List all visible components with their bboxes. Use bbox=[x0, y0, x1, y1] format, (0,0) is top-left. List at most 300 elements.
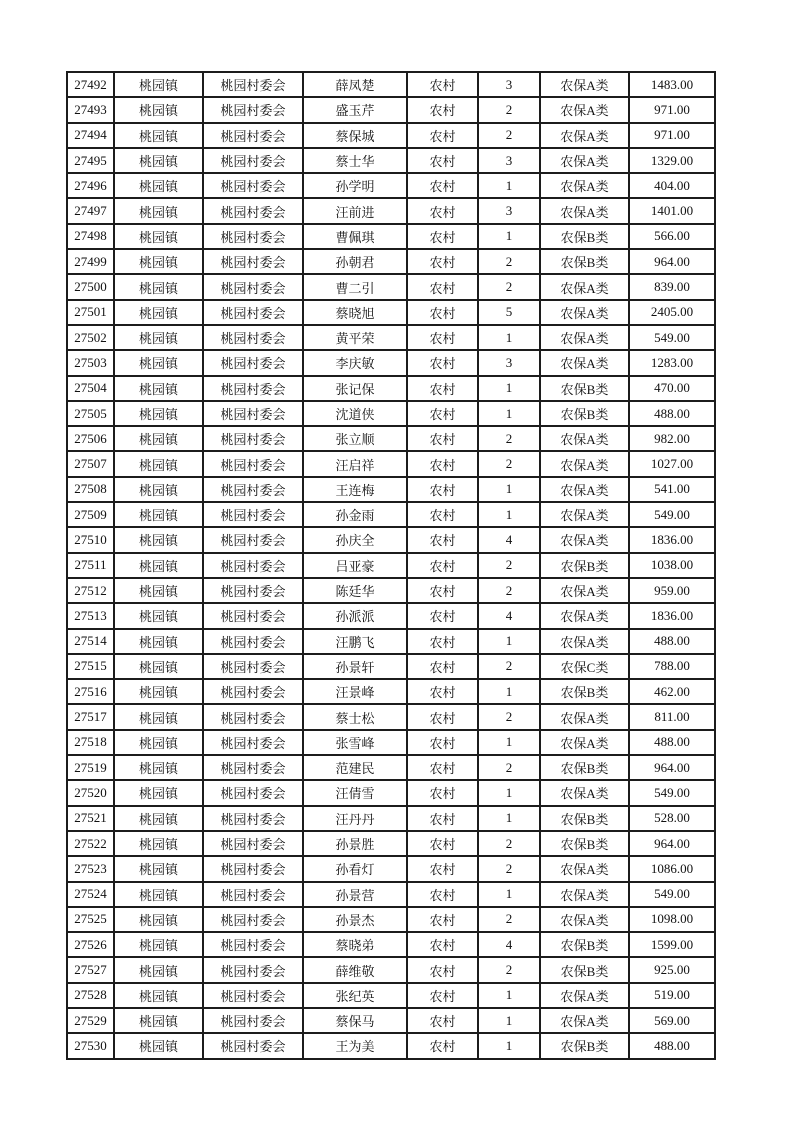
table-cell-name: 汪前进 bbox=[303, 198, 407, 223]
table-row bbox=[67, 198, 715, 223]
insurance-payment-table bbox=[66, 71, 716, 1060]
table-cell-residence: 农村 bbox=[407, 325, 478, 350]
table-cell-name: 李庆敏 bbox=[303, 350, 407, 375]
table-cell-amount: 1098.00 bbox=[629, 907, 715, 932]
table-cell-town: 桃园镇 bbox=[114, 831, 203, 856]
table-cell-residence: 农村 bbox=[407, 578, 478, 603]
table-cell-town: 桃园镇 bbox=[114, 123, 203, 148]
table-cell-residence: 农村 bbox=[407, 148, 478, 173]
table-cell-residence: 农村 bbox=[407, 1008, 478, 1033]
table-cell-town: 桃园镇 bbox=[114, 97, 203, 122]
table-row bbox=[67, 376, 715, 401]
table-cell-name: 汪倩雪 bbox=[303, 780, 407, 805]
table-cell-name: 孙景轩 bbox=[303, 654, 407, 679]
table-cell-town: 桃园镇 bbox=[114, 426, 203, 451]
table-cell-count: 1 bbox=[478, 401, 540, 426]
table-cell-category: 农保B类 bbox=[540, 755, 629, 780]
table-cell-village: 桃园村委会 bbox=[203, 527, 303, 552]
table-cell-category: 农保B类 bbox=[540, 957, 629, 982]
table-cell-amount: 971.00 bbox=[629, 123, 715, 148]
table-cell-category: 农保A类 bbox=[540, 704, 629, 729]
table-cell-name: 张纪英 bbox=[303, 983, 407, 1008]
table-cell-name: 薛凤楚 bbox=[303, 72, 407, 97]
table-cell-amount: 788.00 bbox=[629, 654, 715, 679]
table-cell-id: 27498 bbox=[67, 224, 114, 249]
table-cell-category: 农保A类 bbox=[540, 527, 629, 552]
table-cell-town: 桃园镇 bbox=[114, 882, 203, 907]
table-cell-town: 桃园镇 bbox=[114, 451, 203, 476]
table-cell-count: 4 bbox=[478, 932, 540, 957]
table-cell-category: 农保A类 bbox=[540, 907, 629, 932]
table-cell-name: 汪鹏飞 bbox=[303, 629, 407, 654]
table-cell-id: 27530 bbox=[67, 1033, 114, 1058]
table-cell-town: 桃园镇 bbox=[114, 350, 203, 375]
table-cell-town: 桃园镇 bbox=[114, 932, 203, 957]
table-cell-category: 农保B类 bbox=[540, 224, 629, 249]
table-cell-residence: 农村 bbox=[407, 350, 478, 375]
table-cell-residence: 农村 bbox=[407, 730, 478, 755]
table-cell-village: 桃园村委会 bbox=[203, 856, 303, 881]
table-cell-name: 孙朝君 bbox=[303, 249, 407, 274]
table-cell-town: 桃园镇 bbox=[114, 477, 203, 502]
table-cell-id: 27508 bbox=[67, 477, 114, 502]
table-cell-category: 农保A类 bbox=[540, 198, 629, 223]
table-row bbox=[67, 224, 715, 249]
table-row bbox=[67, 983, 715, 1008]
table-cell-name: 孙学明 bbox=[303, 173, 407, 198]
table-cell-amount: 1027.00 bbox=[629, 451, 715, 476]
table-cell-name: 盛玉芹 bbox=[303, 97, 407, 122]
table-cell-id: 27526 bbox=[67, 932, 114, 957]
table-cell-amount: 549.00 bbox=[629, 780, 715, 805]
table-cell-category: 农保A类 bbox=[540, 325, 629, 350]
table-cell-village: 桃园村委会 bbox=[203, 755, 303, 780]
table-cell-count: 2 bbox=[478, 654, 540, 679]
table-cell-village: 桃园村委会 bbox=[203, 350, 303, 375]
table-cell-town: 桃园镇 bbox=[114, 224, 203, 249]
table-cell-name: 张立顺 bbox=[303, 426, 407, 451]
table-cell-village: 桃园村委会 bbox=[203, 1008, 303, 1033]
table-cell-amount: 549.00 bbox=[629, 882, 715, 907]
table-cell-count: 2 bbox=[478, 704, 540, 729]
table-cell-name: 孙金雨 bbox=[303, 502, 407, 527]
table-cell-village: 桃园村委会 bbox=[203, 780, 303, 805]
table-cell-id: 27500 bbox=[67, 274, 114, 299]
table-cell-village: 桃园村委会 bbox=[203, 704, 303, 729]
table-cell-residence: 农村 bbox=[407, 856, 478, 881]
table-cell-amount: 541.00 bbox=[629, 477, 715, 502]
table-cell-count: 2 bbox=[478, 97, 540, 122]
table-cell-village: 桃园村委会 bbox=[203, 274, 303, 299]
table-cell-id: 27502 bbox=[67, 325, 114, 350]
table-cell-village: 桃园村委会 bbox=[203, 300, 303, 325]
table-cell-amount: 519.00 bbox=[629, 983, 715, 1008]
table-cell-residence: 农村 bbox=[407, 72, 478, 97]
table-cell-id: 27504 bbox=[67, 376, 114, 401]
table-cell-name: 吕亚豪 bbox=[303, 553, 407, 578]
table-row bbox=[67, 148, 715, 173]
table-cell-amount: 1836.00 bbox=[629, 527, 715, 552]
table-cell-category: 农保A类 bbox=[540, 426, 629, 451]
table-cell-id: 27492 bbox=[67, 72, 114, 97]
table-cell-town: 桃园镇 bbox=[114, 553, 203, 578]
table-cell-residence: 农村 bbox=[407, 300, 478, 325]
table-cell-count: 1 bbox=[478, 502, 540, 527]
table-cell-amount: 1329.00 bbox=[629, 148, 715, 173]
table-row bbox=[67, 654, 715, 679]
table-cell-amount: 1401.00 bbox=[629, 198, 715, 223]
table-cell-category: 农保A类 bbox=[540, 477, 629, 502]
table-cell-residence: 农村 bbox=[407, 477, 478, 502]
table-cell-residence: 农村 bbox=[407, 629, 478, 654]
table-cell-count: 2 bbox=[478, 907, 540, 932]
table-cell-id: 27499 bbox=[67, 249, 114, 274]
table-cell-category: 农保A类 bbox=[540, 1008, 629, 1033]
table-cell-residence: 农村 bbox=[407, 654, 478, 679]
table-cell-residence: 农村 bbox=[407, 553, 478, 578]
table-cell-amount: 488.00 bbox=[629, 730, 715, 755]
table-cell-amount: 964.00 bbox=[629, 831, 715, 856]
table-cell-amount: 470.00 bbox=[629, 376, 715, 401]
table-cell-town: 桃园镇 bbox=[114, 300, 203, 325]
table-cell-amount: 1599.00 bbox=[629, 932, 715, 957]
table-cell-residence: 农村 bbox=[407, 376, 478, 401]
table-cell-count: 3 bbox=[478, 350, 540, 375]
table-cell-village: 桃园村委会 bbox=[203, 603, 303, 628]
table-cell-id: 27519 bbox=[67, 755, 114, 780]
table-cell-id: 27503 bbox=[67, 350, 114, 375]
table-cell-amount: 1283.00 bbox=[629, 350, 715, 375]
table-cell-town: 桃园镇 bbox=[114, 654, 203, 679]
table-cell-amount: 462.00 bbox=[629, 679, 715, 704]
table-cell-town: 桃园镇 bbox=[114, 856, 203, 881]
table-cell-count: 2 bbox=[478, 957, 540, 982]
table-cell-count: 2 bbox=[478, 553, 540, 578]
table-row bbox=[67, 730, 715, 755]
table-cell-id: 27494 bbox=[67, 123, 114, 148]
table-cell-id: 27497 bbox=[67, 198, 114, 223]
table-cell-name: 蔡保城 bbox=[303, 123, 407, 148]
table-cell-name: 薛维敬 bbox=[303, 957, 407, 982]
table-cell-town: 桃园镇 bbox=[114, 502, 203, 527]
table-cell-count: 1 bbox=[478, 806, 540, 831]
table-cell-name: 孙景营 bbox=[303, 882, 407, 907]
table-cell-amount: 964.00 bbox=[629, 755, 715, 780]
table-cell-id: 27501 bbox=[67, 300, 114, 325]
table-cell-town: 桃园镇 bbox=[114, 527, 203, 552]
table-cell-residence: 农村 bbox=[407, 755, 478, 780]
table-cell-town: 桃园镇 bbox=[114, 325, 203, 350]
table-body bbox=[67, 72, 715, 1059]
table-cell-count: 5 bbox=[478, 300, 540, 325]
table-cell-count: 1 bbox=[478, 477, 540, 502]
table-cell-town: 桃园镇 bbox=[114, 780, 203, 805]
table-cell-category: 农保A类 bbox=[540, 730, 629, 755]
table-cell-id: 27495 bbox=[67, 148, 114, 173]
table-cell-amount: 1086.00 bbox=[629, 856, 715, 881]
table-cell-count: 1 bbox=[478, 325, 540, 350]
table-cell-residence: 农村 bbox=[407, 882, 478, 907]
table-cell-count: 2 bbox=[478, 451, 540, 476]
table-cell-residence: 农村 bbox=[407, 780, 478, 805]
table-row bbox=[67, 629, 715, 654]
table-row bbox=[67, 882, 715, 907]
table-cell-town: 桃园镇 bbox=[114, 907, 203, 932]
table-cell-id: 27520 bbox=[67, 780, 114, 805]
table-cell-village: 桃园村委会 bbox=[203, 376, 303, 401]
table-cell-village: 桃园村委会 bbox=[203, 72, 303, 97]
table-cell-name: 张记保 bbox=[303, 376, 407, 401]
table-cell-town: 桃园镇 bbox=[114, 274, 203, 299]
table-cell-town: 桃园镇 bbox=[114, 629, 203, 654]
table-cell-id: 27523 bbox=[67, 856, 114, 881]
table-cell-id: 27509 bbox=[67, 502, 114, 527]
table-cell-name: 曹佩琪 bbox=[303, 224, 407, 249]
table-cell-id: 27529 bbox=[67, 1008, 114, 1033]
table-cell-count: 3 bbox=[478, 148, 540, 173]
table-cell-village: 桃园村委会 bbox=[203, 401, 303, 426]
table-cell-id: 27496 bbox=[67, 173, 114, 198]
table-cell-name: 孙派派 bbox=[303, 603, 407, 628]
table-cell-count: 2 bbox=[478, 426, 540, 451]
table-cell-count: 1 bbox=[478, 983, 540, 1008]
table-cell-town: 桃园镇 bbox=[114, 401, 203, 426]
table-cell-residence: 农村 bbox=[407, 932, 478, 957]
table-cell-count: 4 bbox=[478, 603, 540, 628]
table-cell-residence: 农村 bbox=[407, 274, 478, 299]
table-cell-village: 桃园村委会 bbox=[203, 654, 303, 679]
table-cell-residence: 农村 bbox=[407, 451, 478, 476]
table-cell-name: 王为美 bbox=[303, 1033, 407, 1058]
table-row bbox=[67, 831, 715, 856]
table-cell-id: 27510 bbox=[67, 527, 114, 552]
table-cell-count: 1 bbox=[478, 629, 540, 654]
table-cell-category: 农保B类 bbox=[540, 831, 629, 856]
table-cell-category: 农保B类 bbox=[540, 1033, 629, 1058]
table-row bbox=[67, 325, 715, 350]
table-cell-category: 农保A类 bbox=[540, 148, 629, 173]
table-cell-town: 桃园镇 bbox=[114, 72, 203, 97]
table-cell-id: 27522 bbox=[67, 831, 114, 856]
table-cell-category: 农保A类 bbox=[540, 578, 629, 603]
table-cell-amount: 2405.00 bbox=[629, 300, 715, 325]
table-cell-town: 桃园镇 bbox=[114, 249, 203, 274]
table-row bbox=[67, 957, 715, 982]
table-cell-name: 孙庆全 bbox=[303, 527, 407, 552]
table-cell-name: 孙景胜 bbox=[303, 831, 407, 856]
table-cell-village: 桃园村委会 bbox=[203, 173, 303, 198]
table-cell-name: 孙看灯 bbox=[303, 856, 407, 881]
table-cell-category: 农保B类 bbox=[540, 249, 629, 274]
table-cell-count: 1 bbox=[478, 173, 540, 198]
table-cell-village: 桃园村委会 bbox=[203, 148, 303, 173]
table-cell-residence: 农村 bbox=[407, 198, 478, 223]
table-cell-village: 桃园村委会 bbox=[203, 198, 303, 223]
table-row bbox=[67, 907, 715, 932]
table-row bbox=[67, 1008, 715, 1033]
table-cell-village: 桃园村委会 bbox=[203, 629, 303, 654]
table-cell-amount: 839.00 bbox=[629, 274, 715, 299]
table-cell-village: 桃园村委会 bbox=[203, 578, 303, 603]
table-cell-id: 27515 bbox=[67, 654, 114, 679]
table-row bbox=[67, 527, 715, 552]
table-cell-amount: 488.00 bbox=[629, 1033, 715, 1058]
table-cell-count: 1 bbox=[478, 224, 540, 249]
table-cell-name: 张雪峰 bbox=[303, 730, 407, 755]
table-cell-town: 桃园镇 bbox=[114, 148, 203, 173]
table-cell-category: 农保A类 bbox=[540, 72, 629, 97]
table-cell-town: 桃园镇 bbox=[114, 983, 203, 1008]
table-cell-id: 27506 bbox=[67, 426, 114, 451]
table-cell-town: 桃园镇 bbox=[114, 1008, 203, 1033]
table-cell-id: 27516 bbox=[67, 679, 114, 704]
table-cell-amount: 971.00 bbox=[629, 97, 715, 122]
table-cell-town: 桃园镇 bbox=[114, 173, 203, 198]
table-row bbox=[67, 72, 715, 97]
table-cell-name: 黄平荣 bbox=[303, 325, 407, 350]
table-row bbox=[67, 806, 715, 831]
table-cell-id: 27511 bbox=[67, 553, 114, 578]
table-cell-residence: 农村 bbox=[407, 679, 478, 704]
table-cell-village: 桃园村委会 bbox=[203, 730, 303, 755]
table-row bbox=[67, 123, 715, 148]
table-cell-amount: 982.00 bbox=[629, 426, 715, 451]
table-cell-count: 3 bbox=[478, 198, 540, 223]
table-cell-name: 蔡士华 bbox=[303, 148, 407, 173]
table-cell-count: 1 bbox=[478, 882, 540, 907]
table-cell-residence: 农村 bbox=[407, 502, 478, 527]
table-cell-amount: 811.00 bbox=[629, 704, 715, 729]
table-cell-amount: 488.00 bbox=[629, 401, 715, 426]
table-row bbox=[67, 173, 715, 198]
table-cell-category: 农保B类 bbox=[540, 932, 629, 957]
table-cell-amount: 549.00 bbox=[629, 502, 715, 527]
table-row bbox=[67, 350, 715, 375]
table-cell-id: 27505 bbox=[67, 401, 114, 426]
table-cell-category: 农保A类 bbox=[540, 983, 629, 1008]
table-cell-category: 农保B类 bbox=[540, 679, 629, 704]
table-row bbox=[67, 300, 715, 325]
table-cell-village: 桃园村委会 bbox=[203, 907, 303, 932]
table-cell-residence: 农村 bbox=[407, 527, 478, 552]
table-cell-category: 农保B类 bbox=[540, 401, 629, 426]
table-cell-count: 4 bbox=[478, 527, 540, 552]
table-cell-category: 农保A类 bbox=[540, 780, 629, 805]
table-cell-residence: 农村 bbox=[407, 426, 478, 451]
table-cell-village: 桃园村委会 bbox=[203, 477, 303, 502]
table-cell-id: 27528 bbox=[67, 983, 114, 1008]
table-cell-id: 27527 bbox=[67, 957, 114, 982]
table-cell-village: 桃园村委会 bbox=[203, 325, 303, 350]
table-cell-category: 农保A类 bbox=[540, 300, 629, 325]
table-cell-amount: 566.00 bbox=[629, 224, 715, 249]
table-cell-residence: 农村 bbox=[407, 401, 478, 426]
table-cell-id: 27525 bbox=[67, 907, 114, 932]
table-cell-amount: 404.00 bbox=[629, 173, 715, 198]
table-cell-town: 桃园镇 bbox=[114, 806, 203, 831]
table-cell-village: 桃园村委会 bbox=[203, 249, 303, 274]
table-cell-count: 2 bbox=[478, 856, 540, 881]
table-cell-amount: 1836.00 bbox=[629, 603, 715, 628]
table-cell-count: 2 bbox=[478, 123, 540, 148]
table-cell-village: 桃园村委会 bbox=[203, 957, 303, 982]
table-cell-residence: 农村 bbox=[407, 97, 478, 122]
table-cell-town: 桃园镇 bbox=[114, 679, 203, 704]
table-cell-name: 范建民 bbox=[303, 755, 407, 780]
table-cell-town: 桃园镇 bbox=[114, 755, 203, 780]
table-cell-residence: 农村 bbox=[407, 983, 478, 1008]
table-cell-category: 农保A类 bbox=[540, 97, 629, 122]
table-cell-category: 农保A类 bbox=[540, 350, 629, 375]
table-cell-amount: 959.00 bbox=[629, 578, 715, 603]
table-cell-name: 孙景杰 bbox=[303, 907, 407, 932]
table-cell-amount: 488.00 bbox=[629, 629, 715, 654]
table-cell-id: 27524 bbox=[67, 882, 114, 907]
table-cell-village: 桃园村委会 bbox=[203, 224, 303, 249]
table-cell-town: 桃园镇 bbox=[114, 957, 203, 982]
table-row bbox=[67, 249, 715, 274]
table-cell-village: 桃园村委会 bbox=[203, 983, 303, 1008]
table-row bbox=[67, 755, 715, 780]
table-cell-category: 农保A类 bbox=[540, 603, 629, 628]
table-row bbox=[67, 274, 715, 299]
table-cell-town: 桃园镇 bbox=[114, 578, 203, 603]
table-cell-town: 桃园镇 bbox=[114, 730, 203, 755]
table-cell-category: 农保B类 bbox=[540, 806, 629, 831]
table-cell-name: 蔡士松 bbox=[303, 704, 407, 729]
table-cell-village: 桃园村委会 bbox=[203, 806, 303, 831]
table-cell-town: 桃园镇 bbox=[114, 376, 203, 401]
table-cell-town: 桃园镇 bbox=[114, 198, 203, 223]
table-cell-id: 27493 bbox=[67, 97, 114, 122]
table-cell-id: 27521 bbox=[67, 806, 114, 831]
table-cell-category: 农保A类 bbox=[540, 882, 629, 907]
table-cell-id: 27512 bbox=[67, 578, 114, 603]
table-cell-count: 2 bbox=[478, 274, 540, 299]
table-row bbox=[67, 451, 715, 476]
table-row bbox=[67, 578, 715, 603]
table-cell-name: 蔡晓旭 bbox=[303, 300, 407, 325]
table-cell-residence: 农村 bbox=[407, 831, 478, 856]
table-row bbox=[67, 97, 715, 122]
table-row bbox=[67, 603, 715, 628]
table-cell-village: 桃园村委会 bbox=[203, 123, 303, 148]
table-cell-village: 桃园村委会 bbox=[203, 932, 303, 957]
table-cell-name: 汪景峰 bbox=[303, 679, 407, 704]
table-cell-residence: 农村 bbox=[407, 806, 478, 831]
table-cell-residence: 农村 bbox=[407, 173, 478, 198]
table-row bbox=[67, 932, 715, 957]
table-cell-residence: 农村 bbox=[407, 957, 478, 982]
table-cell-id: 27513 bbox=[67, 603, 114, 628]
table-cell-category: 农保C类 bbox=[540, 654, 629, 679]
table-cell-id: 27507 bbox=[67, 451, 114, 476]
table-cell-village: 桃园村委会 bbox=[203, 831, 303, 856]
table-row bbox=[67, 679, 715, 704]
table-cell-category: 农保A类 bbox=[540, 629, 629, 654]
table-cell-count: 3 bbox=[478, 72, 540, 97]
table-cell-village: 桃园村委会 bbox=[203, 451, 303, 476]
table-row bbox=[67, 553, 715, 578]
table-cell-count: 1 bbox=[478, 780, 540, 805]
table-cell-town: 桃园镇 bbox=[114, 1033, 203, 1058]
table-cell-category: 农保B类 bbox=[540, 376, 629, 401]
table-cell-village: 桃园村委会 bbox=[203, 882, 303, 907]
table-cell-residence: 农村 bbox=[407, 249, 478, 274]
table-cell-name: 蔡晓弟 bbox=[303, 932, 407, 957]
table-cell-village: 桃园村委会 bbox=[203, 426, 303, 451]
table-cell-count: 2 bbox=[478, 831, 540, 856]
